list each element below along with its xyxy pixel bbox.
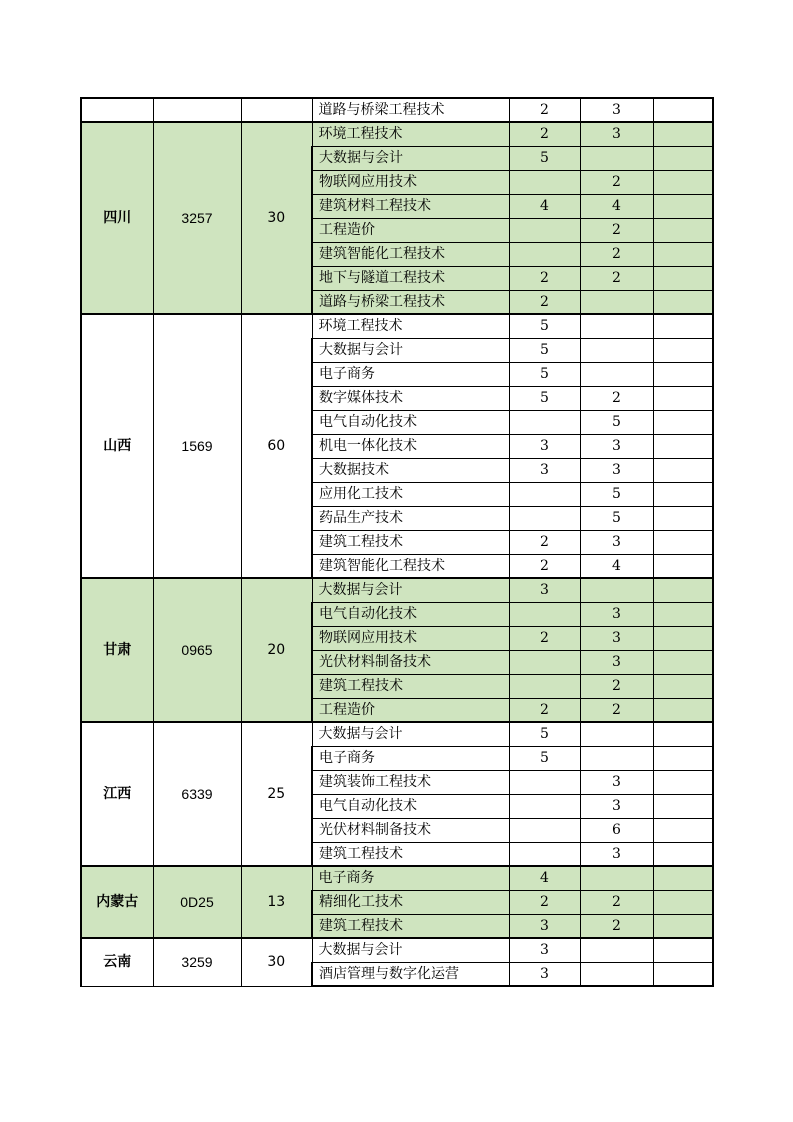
major-cell: 建筑材料工程技术 [312,194,509,218]
count-b-cell: 6 [580,818,653,842]
major-cell: 精细化工技术 [312,890,509,914]
blank-cell [653,866,713,890]
table-row [81,866,713,890]
major-cell: 建筑工程技术 [312,530,509,554]
blank-cell [653,434,713,458]
count-b-cell: 3 [580,434,653,458]
major-cell: 物联网应用技术 [312,626,509,650]
major-cell: 建筑工程技术 [312,674,509,698]
major-cell: 电气自动化技术 [312,794,509,818]
count-a-cell [509,794,580,818]
blank-cell [653,386,713,410]
blank-cell [653,890,713,914]
count-a-cell: 4 [509,866,580,890]
major-cell: 工程造价 [312,698,509,722]
count-b-cell: 3 [580,626,653,650]
blank-cell [653,746,713,770]
major-cell: 数字媒体技术 [312,386,509,410]
count-b-cell: 3 [580,602,653,626]
count-b-cell: 3 [580,98,653,122]
quota-cell: 30 [241,122,312,314]
count-a-cell: 3 [509,962,580,986]
count-b-cell: 2 [580,218,653,242]
count-b-cell [580,290,653,314]
quota-cell: 25 [241,722,312,866]
quota-cell [241,98,312,122]
blank-cell [653,962,713,986]
count-a-cell: 3 [509,938,580,962]
count-a-cell: 2 [509,698,580,722]
major-cell: 电子商务 [312,866,509,890]
count-a-cell [509,506,580,530]
major-cell: 应用化工技术 [312,482,509,506]
major-cell: 大数据与会计 [312,578,509,602]
major-cell: 电子商务 [312,362,509,386]
blank-cell [653,698,713,722]
count-a-cell: 2 [509,122,580,146]
blank-cell [653,218,713,242]
blank-cell [653,146,713,170]
count-a-cell: 5 [509,314,580,338]
quota-cell: 20 [241,578,312,722]
major-cell: 建筑智能化工程技术 [312,242,509,266]
major-cell: 大数据与会计 [312,146,509,170]
count-a-cell [509,674,580,698]
table-body [81,98,713,986]
code-cell: 3259 [153,938,241,986]
count-b-cell: 4 [580,194,653,218]
count-b-cell [580,338,653,362]
count-b-cell: 5 [580,482,653,506]
table-row [81,578,713,602]
province-cell: 四川 [81,122,153,314]
count-b-cell: 3 [580,458,653,482]
count-b-cell [580,962,653,986]
quota-cell: 60 [241,314,312,578]
major-cell: 环境工程技术 [312,314,509,338]
blank-cell [653,314,713,338]
code-cell [153,98,241,122]
major-cell: 地下与隧道工程技术 [312,266,509,290]
blank-cell [653,122,713,146]
enrollment-plan-table [80,97,714,987]
major-cell: 道路与桥梁工程技术 [312,290,509,314]
province-cell: 内蒙古 [81,866,153,938]
count-a-cell: 2 [509,554,580,578]
blank-cell [653,938,713,962]
blank-cell [653,842,713,866]
major-cell: 建筑工程技术 [312,914,509,938]
count-b-cell: 3 [580,530,653,554]
major-cell: 大数据与会计 [312,938,509,962]
count-a-cell [509,218,580,242]
blank-cell [653,362,713,386]
count-b-cell [580,314,653,338]
count-b-cell [580,722,653,746]
province-cell: 甘肃 [81,578,153,722]
count-b-cell [580,578,653,602]
major-cell: 大数据与会计 [312,338,509,362]
major-cell: 大数据与会计 [312,722,509,746]
code-cell: 0965 [153,578,241,722]
count-a-cell: 2 [509,890,580,914]
count-a-cell: 2 [509,626,580,650]
code-cell: 6339 [153,722,241,866]
blank-cell [653,290,713,314]
quota-cell: 30 [241,938,312,986]
quota-cell: 13 [241,866,312,938]
count-b-cell: 2 [580,170,653,194]
major-cell: 道路与桥梁工程技术 [312,98,509,122]
province-cell [81,98,153,122]
count-b-cell: 5 [580,410,653,434]
blank-cell [653,818,713,842]
blank-cell [653,914,713,938]
code-cell: 0D25 [153,866,241,938]
blank-cell [653,482,713,506]
major-cell: 建筑装饰工程技术 [312,770,509,794]
count-a-cell: 3 [509,458,580,482]
table-row [81,98,713,122]
count-a-cell: 3 [509,914,580,938]
count-b-cell [580,746,653,770]
table-row [81,722,713,746]
count-b-cell: 2 [580,266,653,290]
major-cell: 电子商务 [312,746,509,770]
count-b-cell: 5 [580,506,653,530]
blank-cell [653,722,713,746]
count-b-cell: 3 [580,794,653,818]
count-a-cell [509,410,580,434]
major-cell: 光伏材料制备技术 [312,650,509,674]
count-b-cell: 2 [580,386,653,410]
count-a-cell [509,170,580,194]
blank-cell [653,650,713,674]
major-cell: 光伏材料制备技术 [312,818,509,842]
count-b-cell: 2 [580,242,653,266]
count-a-cell: 3 [509,578,580,602]
count-a-cell: 5 [509,746,580,770]
blank-cell [653,194,713,218]
major-cell: 物联网应用技术 [312,170,509,194]
blank-cell [653,626,713,650]
count-b-cell: 3 [580,770,653,794]
blank-cell [653,674,713,698]
blank-cell [653,578,713,602]
count-b-cell: 2 [580,674,653,698]
major-cell: 电气自动化技术 [312,602,509,626]
major-cell: 机电一体化技术 [312,434,509,458]
table-row [81,938,713,962]
count-a-cell: 5 [509,386,580,410]
count-a-cell [509,650,580,674]
province-cell: 云南 [81,938,153,986]
count-b-cell [580,938,653,962]
blank-cell [653,242,713,266]
blank-cell [653,530,713,554]
count-b-cell [580,362,653,386]
count-a-cell: 4 [509,194,580,218]
blank-cell [653,794,713,818]
count-a-cell: 5 [509,338,580,362]
code-cell: 1569 [153,314,241,578]
count-a-cell: 3 [509,434,580,458]
count-b-cell [580,866,653,890]
count-b-cell: 3 [580,650,653,674]
blank-cell [653,170,713,194]
major-cell: 大数据技术 [312,458,509,482]
blank-cell [653,458,713,482]
count-a-cell: 2 [509,290,580,314]
province-cell: 山西 [81,314,153,578]
major-cell: 药品生产技术 [312,506,509,530]
province-cell: 江西 [81,722,153,866]
count-a-cell: 5 [509,146,580,170]
count-b-cell [580,146,653,170]
count-a-cell [509,242,580,266]
count-b-cell: 2 [580,698,653,722]
count-a-cell [509,818,580,842]
blank-cell [653,554,713,578]
count-a-cell: 5 [509,722,580,746]
table-row [81,122,713,146]
count-a-cell: 2 [509,98,580,122]
major-cell: 环境工程技术 [312,122,509,146]
major-cell: 工程造价 [312,218,509,242]
count-a-cell [509,482,580,506]
count-b-cell: 2 [580,890,653,914]
blank-cell [653,266,713,290]
blank-cell [653,770,713,794]
count-a-cell [509,842,580,866]
table-row [81,314,713,338]
count-a-cell: 2 [509,266,580,290]
blank-cell [653,98,713,122]
count-b-cell: 2 [580,914,653,938]
count-a-cell: 2 [509,530,580,554]
major-cell: 建筑工程技术 [312,842,509,866]
blank-cell [653,338,713,362]
blank-cell [653,410,713,434]
blank-cell [653,506,713,530]
count-a-cell: 5 [509,362,580,386]
blank-cell [653,602,713,626]
code-cell: 3257 [153,122,241,314]
major-cell: 建筑智能化工程技术 [312,554,509,578]
count-b-cell: 3 [580,122,653,146]
count-b-cell: 4 [580,554,653,578]
major-cell: 电气自动化技术 [312,410,509,434]
major-cell: 酒店管理与数字化运营 [312,962,509,986]
count-a-cell [509,602,580,626]
count-b-cell: 3 [580,842,653,866]
count-a-cell [509,770,580,794]
